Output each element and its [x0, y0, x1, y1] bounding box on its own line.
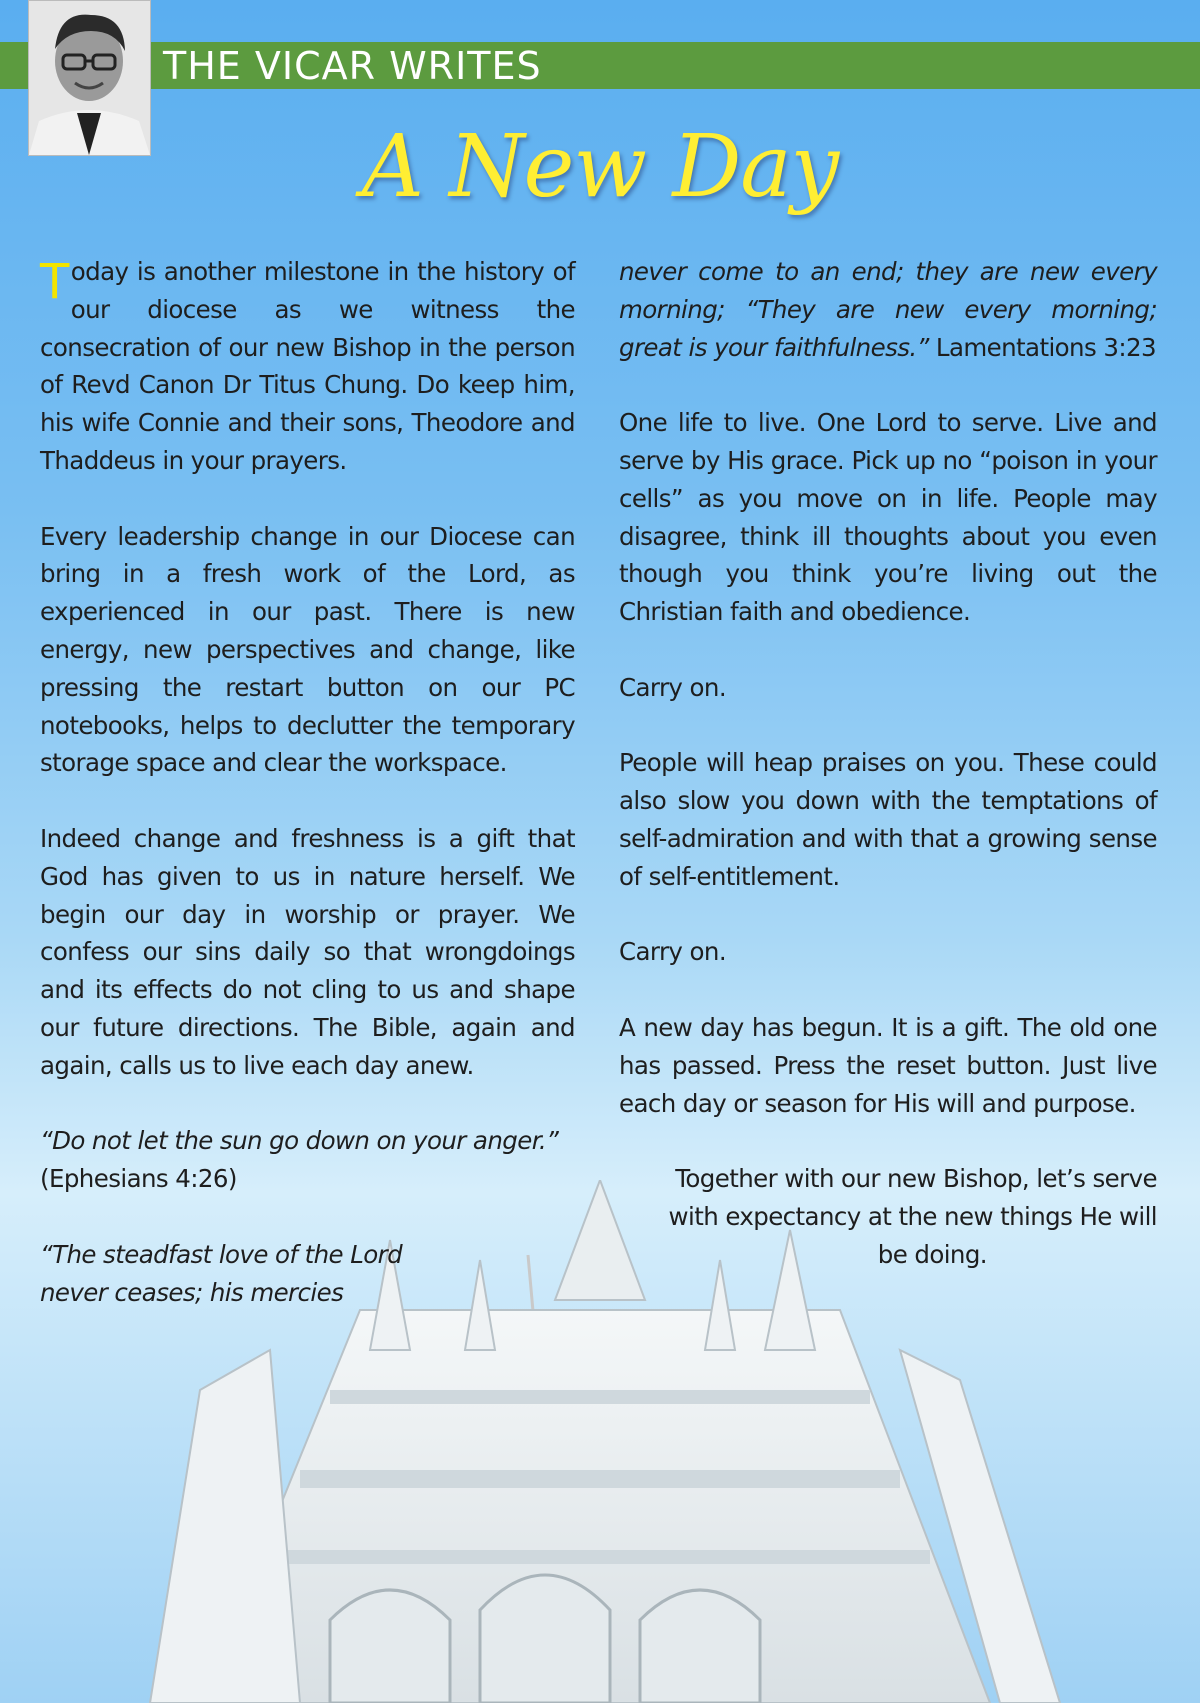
- closing-paragraph: [619, 1160, 1157, 1273]
- paragraph-praises: People will heap praises on you. These could also slow you down with the temptations of self-admiration and with that a growing sense of self-entitlement.: [619, 748, 1157, 891]
- quote-ephesians: [40, 1122, 575, 1198]
- quote-lamentations-start: [40, 1236, 575, 1312]
- quote-lamentations-ref: Lamentations 3:23: [935, 332, 1156, 362]
- paragraph-change: Indeed change and freshness is a gift that God has given to us in nature herself. We begin our day in worship or prayer. We confess our sins daily so that wrongdoings and its effects do not cling to us and shape our future directions. The Bible, again and again, calls us to live each day anew.: [40, 823, 575, 1080]
- intro-paragraph: [40, 253, 575, 480]
- closing-line2: with expectancy at the new things He will: [668, 1201, 1157, 1231]
- article-column-right: [619, 253, 1157, 1311]
- carry-on-2: Carry on.: [619, 937, 727, 967]
- quote-ephesians-ref: (Ephesians 4:26): [40, 1164, 237, 1194]
- carry-on-1: Carry on.: [619, 672, 727, 702]
- quote-lamentations-cont: never come to an end; they are new every morning; “They are new every morning; great is your faithfulness.”: [619, 257, 1157, 362]
- closing-line3: be doing.: [877, 1239, 987, 1269]
- article-column-left: [40, 253, 575, 1349]
- quote-lamentations-line1: “The steadfast love of the Lord: [40, 1239, 403, 1269]
- drop-cap: T: [40, 254, 69, 310]
- quote-ephesians-text: “Do not let the sun go down on your anger.”: [40, 1126, 559, 1156]
- intro-text: oday is another milestone in the history of our diocese as we witness the consecration of our new Bishop in the person of Revd Canon Dr Titus Chung. Do keep him, his wife Connie and their sons, Theodore and Thaddeus in your prayers.: [40, 257, 575, 475]
- section-title: THE VICAR WRITES: [163, 44, 542, 88]
- paragraph-one-life: One life to live. One Lord to serve. Live and serve by His grace. Pick up no “poison in your cells” as you move on in life. People may disagree, think ill thoughts about you even though you think you’re living out the Christian faith and obedience.: [619, 408, 1157, 627]
- closing-line1: Together with our new Bishop, let’s serve: [675, 1164, 1157, 1194]
- quote-lamentations-end: [619, 253, 1157, 366]
- article-headline: A New Day: [361, 117, 839, 217]
- quote-lamentations-line2: never ceases; his mercies: [40, 1277, 344, 1307]
- paragraph-new-day: A new day has begun. It is a gift. The old one has passed. Press the reset button. Just live each day or season for His will and purpose.: [619, 1012, 1157, 1118]
- paragraph-leadership: Every leadership change in our Diocese can bring in a fresh work of the Lord, as experienced in our past. There is new energy, new perspectives and change, like pressing the restart button on our PC notebooks, helps to declutter the temporary storage space and clear the workspace.: [40, 521, 575, 778]
